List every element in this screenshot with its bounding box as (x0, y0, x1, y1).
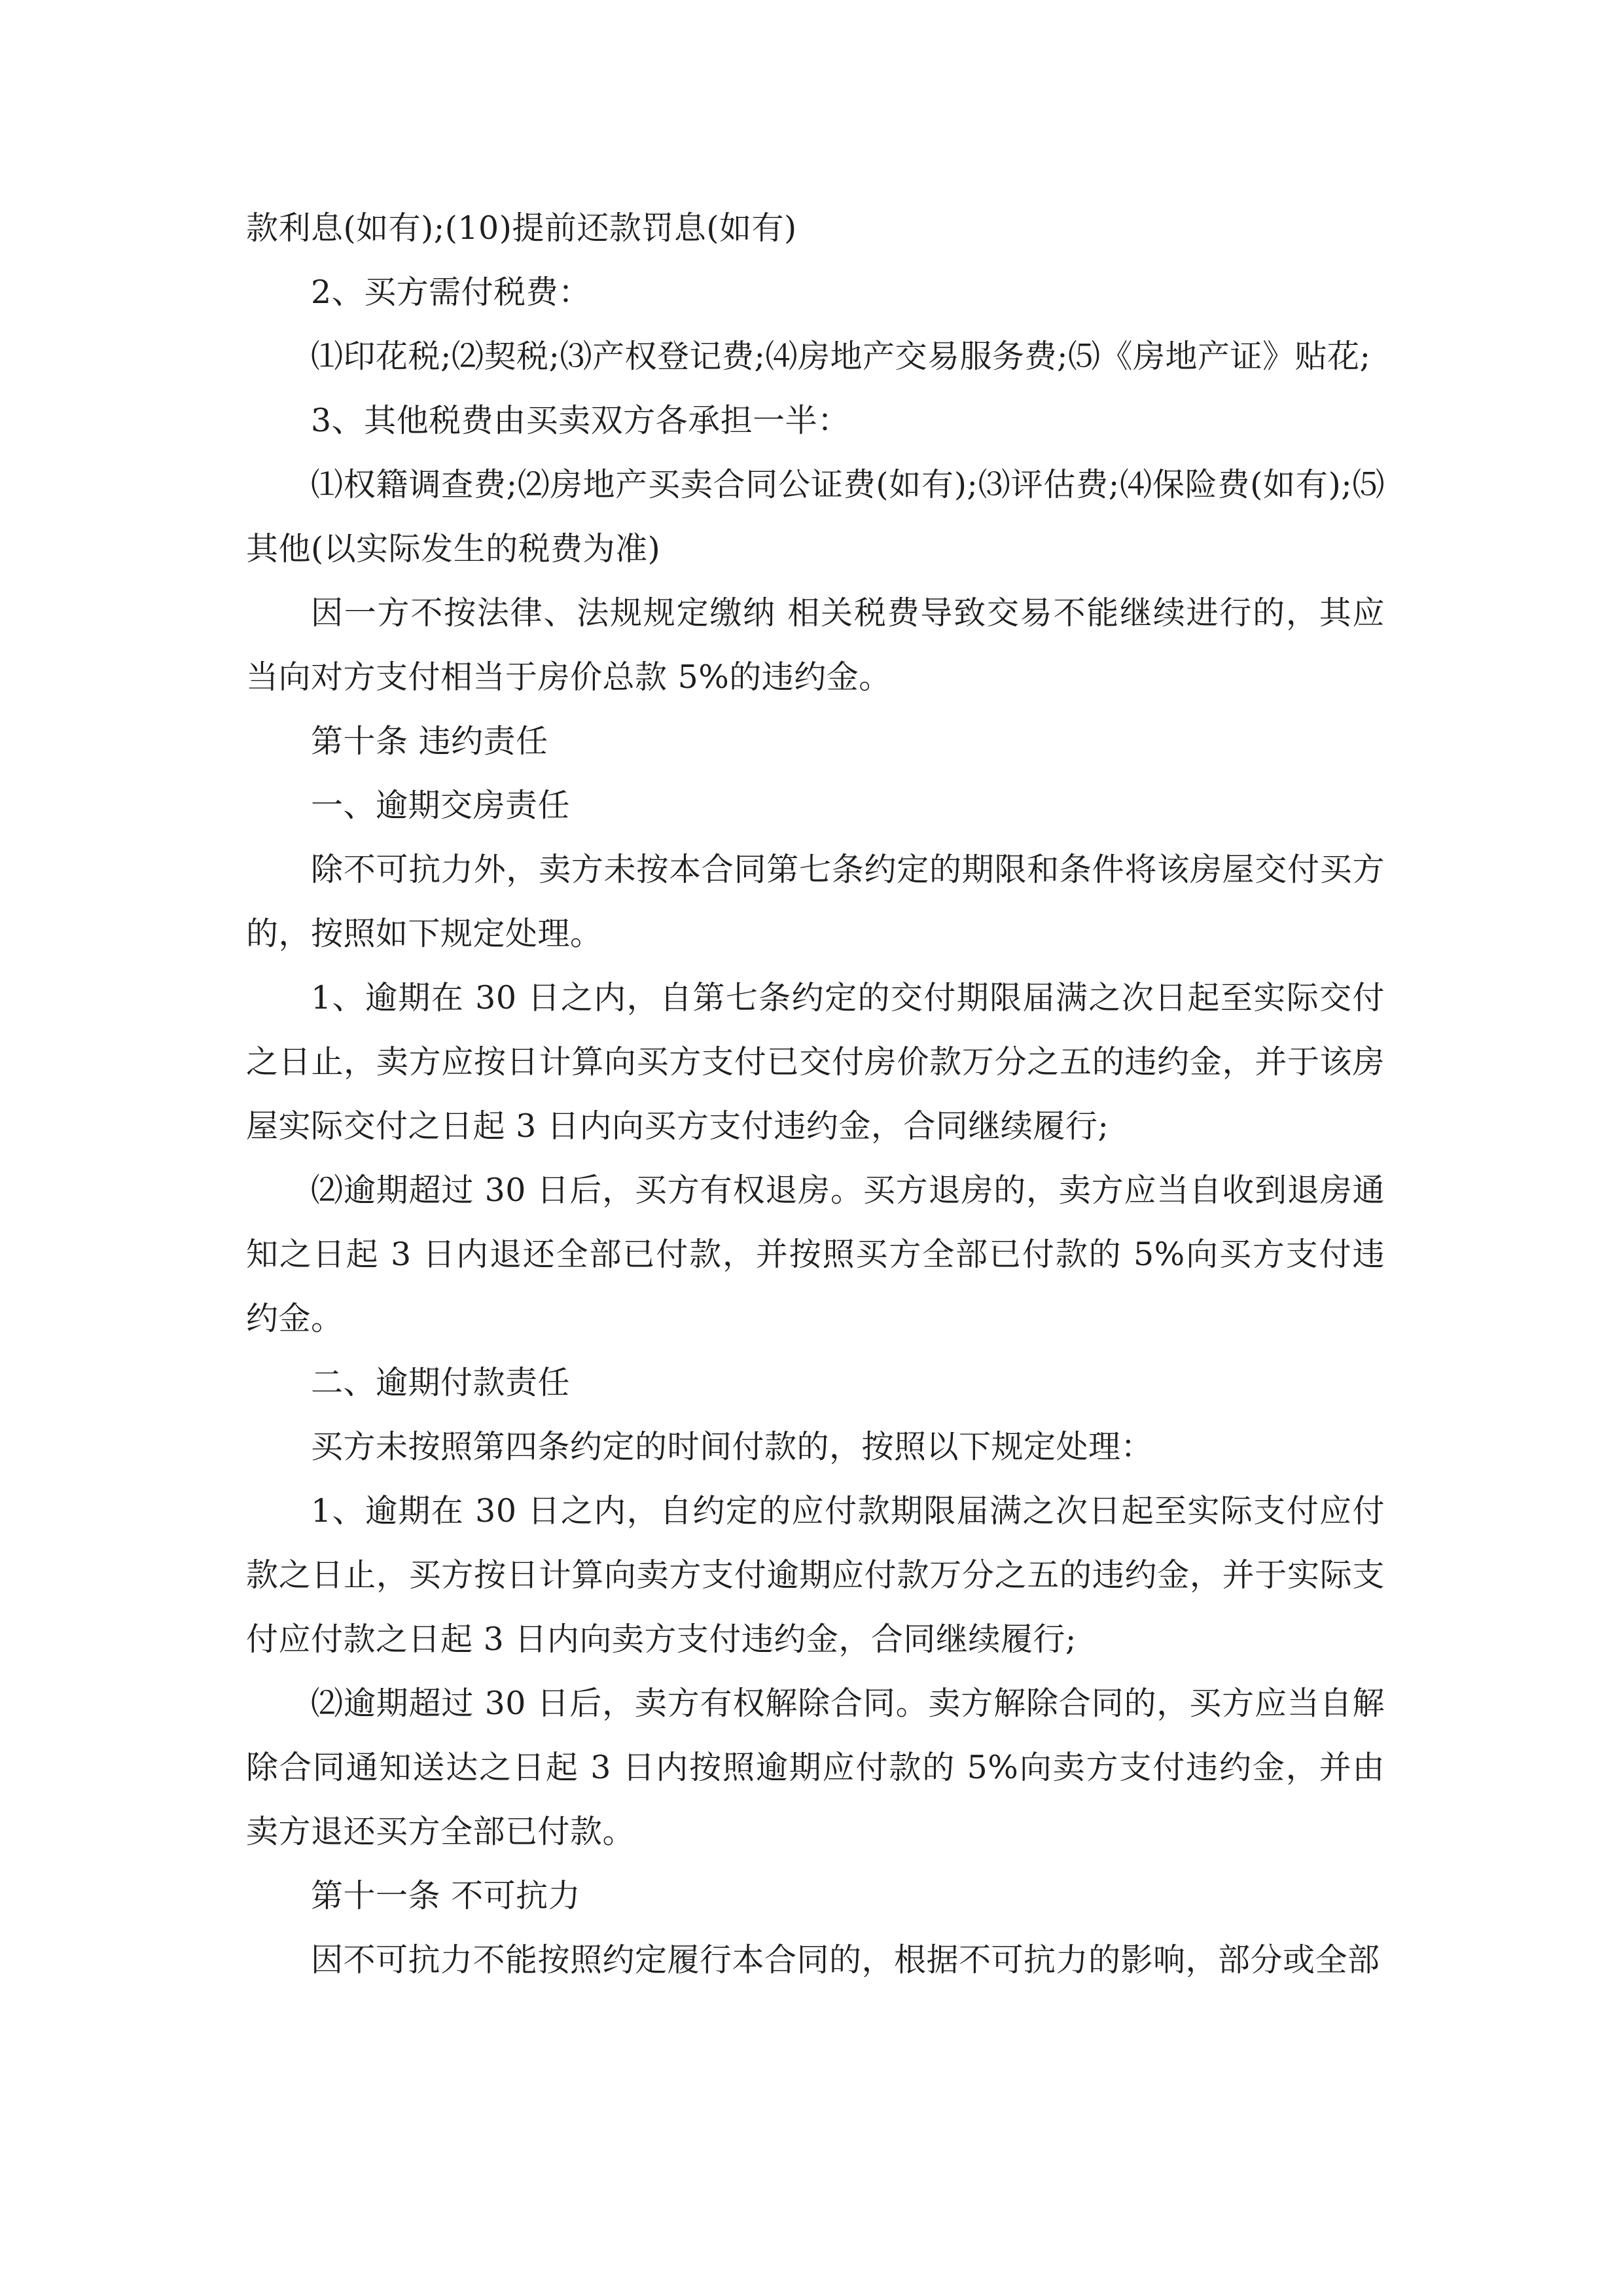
paragraph-late-delivery-intro: 除不可抗力外，卖方未按本合同第七条约定的期限和条件将该房屋交付买方的，按照如下规定处理。 (246, 851, 1385, 952)
section-late-payment-heading: 二、逾期付款责任 (311, 1364, 571, 1401)
paragraph-shared-taxes-list: ⑴权籍调查费;⑵房地产买卖合同公证费(如有);⑶评估费;⑷保险费(如有);⑸其他(以实际发生的税费为准) (246, 466, 1385, 567)
paragraph-shared-taxes-heading: 3、其他税费由买卖双方各承担一半： (311, 402, 850, 439)
article-11-heading: 第十一条 不可抗力 (311, 1877, 581, 1914)
paragraph-late-delivery-item-1: 1、逾期在 30 日之内，自第七条约定的交付期限届满之次日起至实际交付之日止，卖方应按日计算向买方支付已交付房价款万分之五的违约金，并于该房屋实际交付之日起 3 日内向买方支付违约金，合同继续履行; (246, 979, 1385, 1145)
paragraph-late-payment-item-1: 1、逾期在 30 日之内，自约定的应付款期限届满之次日起至实际支付应付款之日止，买方按日计算向卖方支付逾期应付款万分之五的违约金，并于实际支付应付款之日起 3 日内向卖方支付违约金，合同继续履行; (246, 1492, 1385, 1658)
paragraph-force-majeure: 因不可抗力不能按照约定履行本合同的，根据不可抗力的影响，部分或全部 (311, 1941, 1380, 1979)
section-late-delivery-heading: 一、逾期交房责任 (311, 787, 571, 824)
paragraph-late-payment-intro: 买方未按照第四条约定的时间付款的，按照以下规定处理： (311, 1428, 1154, 1465)
paragraph-buyer-taxes-list: ⑴印花税;⑵契税;⑶产权登记费;⑷房地产交易服务费;⑸《房地产证》贴花; (311, 338, 1371, 375)
paragraph-continuation: 款利息(如有);(10)提前还款罚息(如有) (246, 209, 797, 247)
article-10-heading: 第十条 违约责任 (311, 723, 548, 760)
document-page (246, 196, 1385, 1992)
paragraph-late-payment-item-2: ⑵逾期超过 30 日后，卖方有权解除合同。卖方解除合同的，买方应当自解除合同通知送达之日起 3 日内按照逾期应付款的 5%向卖方支付违约金，并由卖方退还买方全部已付款。 (246, 1685, 1385, 1850)
paragraph-buyer-taxes-heading: 2、买方需付税费： (311, 274, 591, 311)
paragraph-late-delivery-item-2: ⑵逾期超过 30 日后，买方有权退房。买方退房的，卖方应当自收到退房通知之日起 3 日内退还全部已付款，并按照买方全部已付款的 5%向买方支付违约金。 (246, 1172, 1385, 1337)
paragraph-tax-penalty: 因一方不按法律、法规规定缴纳 相关税费导致交易不能继续进行的，其应当向对方支付相当于房价总款 5%的违约金。 (246, 594, 1385, 696)
